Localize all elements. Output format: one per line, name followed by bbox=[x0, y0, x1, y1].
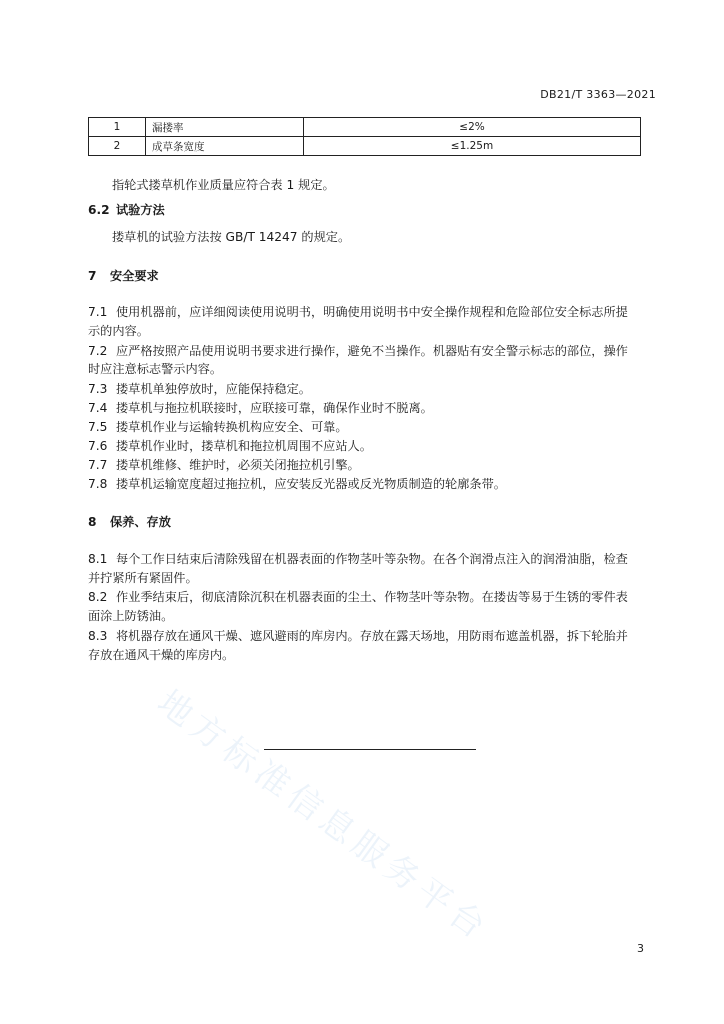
clause-8-2-line2: 面涂上防锈油。 bbox=[88, 609, 174, 623]
section-number: 6.2 bbox=[88, 203, 110, 217]
clause-8-3-line2: 存放在通风干燥的库房内。 bbox=[88, 648, 235, 662]
clause-7-2-line1 bbox=[88, 341, 628, 361]
clause-number: 8.2 bbox=[88, 590, 108, 604]
clause-text: 搂草机与拖拉机联接时，应联接可靠，确保作业时不脱离。 bbox=[116, 401, 433, 415]
clause-number: 7.4 bbox=[88, 401, 108, 415]
table-row bbox=[89, 137, 641, 156]
table-cell-item: 漏搂率 bbox=[146, 118, 304, 137]
section-heading-7 bbox=[88, 266, 159, 286]
table-cell-value: ≤2% bbox=[304, 118, 641, 137]
clause-7-6 bbox=[88, 436, 372, 456]
clause-number: 7.3 bbox=[88, 382, 108, 396]
clause-text: 将机器存放在通风干燥、遮风避雨的库房内。存放在露天场地，用防雨布遮盖机器，拆下轮胎并 bbox=[116, 629, 628, 643]
section-heading-8 bbox=[88, 512, 171, 532]
clause-7-5 bbox=[88, 417, 348, 437]
clause-number: 7.6 bbox=[88, 439, 108, 453]
section-number: 7 bbox=[88, 269, 97, 283]
section-heading-6-2 bbox=[88, 200, 165, 220]
clause-7-7 bbox=[88, 455, 360, 475]
clause-number: 7.8 bbox=[88, 477, 108, 491]
watermark-text: 地方标准信息服务平台 bbox=[149, 682, 497, 950]
table-cell-no: 2 bbox=[89, 137, 146, 156]
end-divider bbox=[264, 749, 476, 750]
clause-number: 7.2 bbox=[88, 344, 108, 358]
clause-7-3 bbox=[88, 379, 311, 399]
clause-7-1-line2: 示的内容。 bbox=[88, 324, 149, 338]
clause-number: 7.1 bbox=[88, 305, 108, 319]
table-cell-value: ≤1.25m bbox=[304, 137, 641, 156]
clause-8-1-line1 bbox=[88, 549, 628, 569]
table-cell-item: 成草条宽度 bbox=[146, 137, 304, 156]
clause-text: 作业季结束后，彻底清除沉积在机器表面的尘土、作物茎叶等杂物。在搂齿等易于生锈的零件表 bbox=[116, 590, 628, 604]
clause-7-4 bbox=[88, 398, 433, 418]
clause-number: 7.5 bbox=[88, 420, 108, 434]
clause-7-1-line1 bbox=[88, 302, 628, 322]
clause-text: 搂草机作业时，搂草机和拖拉机周围不应站人。 bbox=[116, 439, 372, 453]
section-title: 保养、存放 bbox=[110, 515, 171, 529]
clause-text: 搂草机维修、维护时，必须关闭拖拉机引擎。 bbox=[116, 458, 360, 472]
clause-number: 8.3 bbox=[88, 629, 108, 643]
clause-text: 使用机器前，应详细阅读使用说明书，明确使用说明书中安全操作规程和危险部位安全标志所提 bbox=[116, 305, 628, 319]
clause-text: 应严格按照产品使用说明书要求进行操作，避免不当操作。机器贴有安全警示标志的部位，操作 bbox=[116, 344, 628, 358]
clause-number: 8.1 bbox=[88, 552, 108, 566]
clause-7-8 bbox=[88, 474, 506, 494]
page-number: 3 bbox=[637, 942, 644, 955]
requirements-table bbox=[88, 117, 641, 156]
clause-number: 7.7 bbox=[88, 458, 108, 472]
clause-8-3-line1 bbox=[88, 626, 628, 646]
document-code: DB21/T 3363—2021 bbox=[540, 88, 656, 101]
section-title: 试验方法 bbox=[116, 203, 165, 217]
clause-text: 搂草机运输宽度超过拖拉机，应安装反光器或反光物质制造的轮廓条带。 bbox=[116, 477, 506, 491]
table-cell-no: 1 bbox=[89, 118, 146, 137]
clause-text: 搂草机作业与运输转换机构应安全、可靠。 bbox=[116, 420, 348, 434]
section-number: 8 bbox=[88, 515, 97, 529]
table-note: 指轮式搂草机作业质量应符合表 1 规定。 bbox=[112, 178, 335, 192]
section-title: 安全要求 bbox=[110, 269, 159, 283]
paragraph-6-2: 搂草机的试验方法按 GB/T 14247 的规定。 bbox=[112, 230, 351, 244]
clause-8-1-line2: 并拧紧所有紧固件。 bbox=[88, 571, 198, 585]
clause-8-2-line1 bbox=[88, 587, 628, 607]
table-row bbox=[89, 118, 641, 137]
clause-7-2-line2: 时应注意标志警示内容。 bbox=[88, 362, 223, 376]
clause-text: 搂草机单独停放时，应能保持稳定。 bbox=[116, 382, 311, 396]
clause-text: 每个工作日结束后清除残留在机器表面的作物茎叶等杂物。在各个润滑点注入的润滑油脂，检查 bbox=[116, 552, 628, 566]
